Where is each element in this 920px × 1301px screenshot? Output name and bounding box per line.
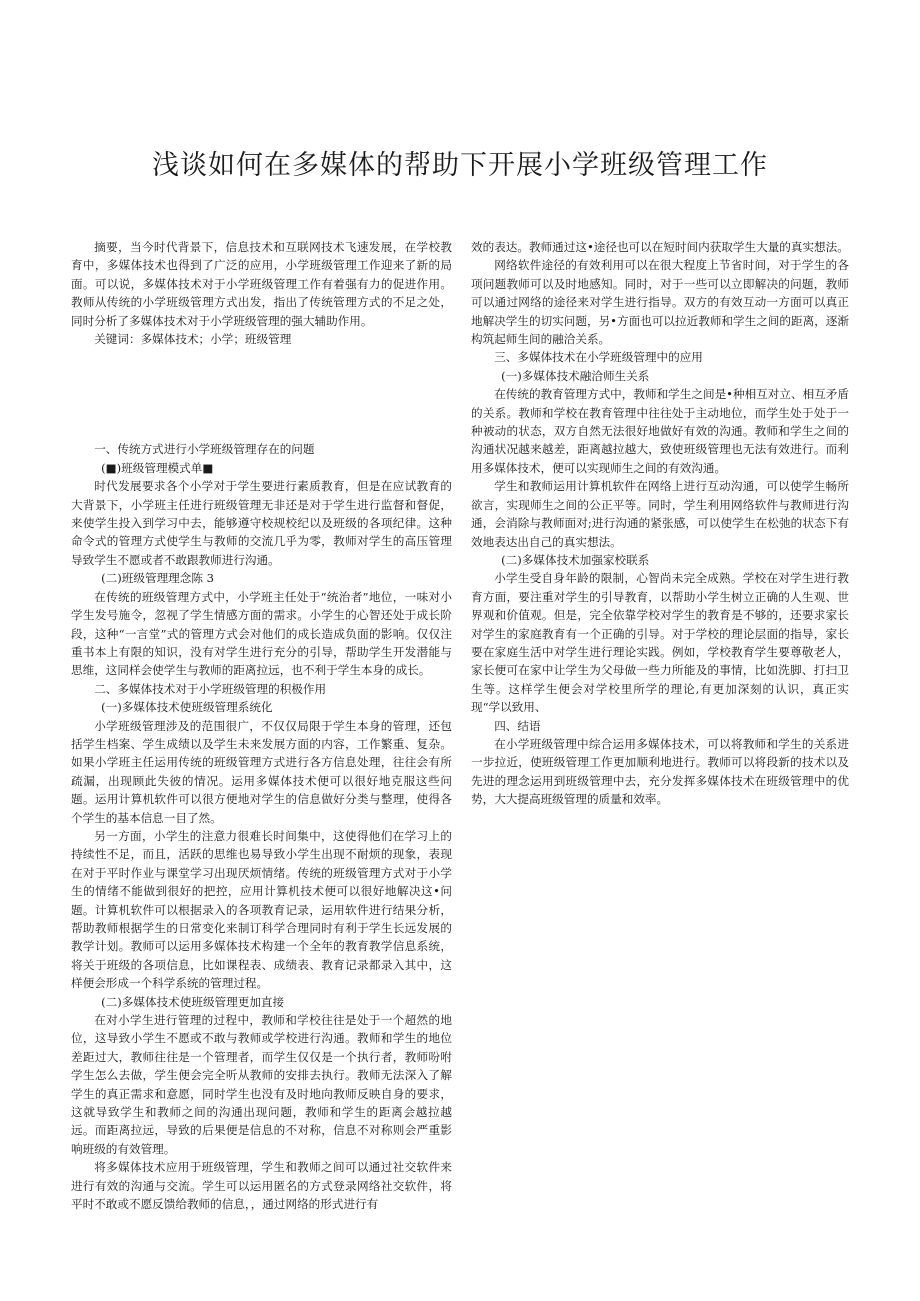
paragraph: 关键词：多媒体技术；小学；班级管理 [94, 332, 292, 347]
section-spacer [71, 348, 452, 440]
subsection-heading: (二)多媒体技术加强家校联系 [501, 552, 650, 567]
subsection-heading: (一)多媒体技术融洽师生关系 [501, 368, 650, 383]
paragraph: 摘要，当今时代背景下，信息技术和互联网技术飞速发展，在学校教育中，多媒体技术也得到了广泛的应用，小学班级管理工作迎来了新的局面。可以说，多媒体技术对于小学班级管理工作有着强有力的促进作用。教师从传统的小学班级管理方式出发，指出了传统管理方式的不足之处，同时分析了多媒体技术对于小学班级管理的强大辅助作用。 [71, 240, 452, 328]
paragraph: 时代发展要求各个小学对于学生要进行素质教育，但是在应试教育的大背景下，小学班主任进行班级管理无非还是对于学生进行监督和督促，来使学生投入到学习中去，能够遵守校规校纪以及班级的各项纪律。这种命令式的管理方式使学生与教师的交流几乎为零，教师对学生的高压管理导致学生不愿或者不敢跟教师进行沟通。 [71, 479, 452, 567]
section-heading: 二、多媒体技术对于小学班级管理的积极作用 [94, 681, 327, 696]
paragraph: 网络软件途径的有效利用可以在很大程度上节省时间，对于学生的各项问题教师可以及时地感知。同时，对于一些可以立即解决的问题，教师可以通过网络的途径来对学生进行指导。双方的有效互动一方面可以真正地解决学生的切实问题，另•方面也可以拉近教师和学生之间的距离，逐渐构筑起师生间的融洽关系。 [471, 258, 849, 347]
subsection-heading: (二)多媒体技术使班级管理更加直接 [101, 994, 285, 1009]
paragraph-continued: 效的表达。教师通过这•途径也可以在短时间内获取学生大量的真实想法。 [471, 240, 849, 254]
right-column [471, 238, 849, 809]
paragraph: 在小学班级管理中综合运用多媒体技术，可以将教师和学生的关系进一步拉近，使班级管理工作更加顺利地进行。教师可以将段新的技术以及先进的理念运用到班级管理中去，充分发挥多媒体技术在班级管理中的优势，大大提高班级管理的质量和效率。 [471, 736, 849, 807]
subsection-heading: (■)班级管理模式单■ [101, 460, 214, 475]
paragraph: 学生和教师运用计算机软件在网络上进行互动沟通，可以使学生畅所欲言，实现师生之间的公正平等。同时，学生利用网络软件与教师进行沟通，会消除与教师面对;进行沟通的紧张感，可以使学生在松弛的状态下有效地表达出自己的真实想法。 [471, 479, 849, 549]
paragraph: 将多媒体技术应用于班级管理，学生和教师之间可以通过社交软件来进行有效的沟通与交流。学生可以运用匿名的方式登录网络社交软件，将平时不敢或不愿反馈给教师的信息，，通过网络的形式进行有 [71, 1160, 452, 1212]
paragraph: 在传统的教育管理方式中，教师和学生之间是•种相互对立、相互矛盾的关系。教师和学校在教育管理中往往处于主动地位，而学生处于处于一种被动的状态，双方自然无法很好地做好有效的沟通。教师和学生之间的沟通状况越来越差，距离越拉越大，致使班级管理也无法有效进行。而利用多媒体技术，便可以实现师生之间的有效沟通。 [471, 387, 849, 475]
left-column [71, 238, 452, 1214]
section-heading: 三、多媒体技术在小学班级管理中的应用 [494, 350, 703, 365]
paragraph: 小学班级管理涉及的范围很广，不仅仅局限于学生本身的管理，还包括学生档案、学生成绩以及学生未来发展方面的内容，工作繁重、复杂。如果小学班主任运用传统的班级管理方式进行各方信息处理，往往会有所疏漏，出现顾此失彼的情况。运用多媒体技术便可以很好地克服这些问题。运用计算机软件可以很方便地对学生的信息做好分类与整理，使得各个学生的基本信息一目了然。 [71, 718, 452, 825]
subsection-heading: (二)班级管理理念陈 3 [101, 571, 215, 586]
page-title: 浅谈如何在多媒体的帮助下开展小学班级管理工作 [152, 150, 768, 181]
section-heading: 一、传统方式进行小学班级管理存在的问题 [94, 442, 315, 457]
section-heading: 四、结语 [494, 718, 541, 733]
paragraph: 小学生受自身年龄的限制，心智尚未完全成熟。学校在对学生进行教育方面，要注重对学生的引导教育，以帮助小学生树立正确的人生观、世界观和价值观。但是，完全依靠学校对学生的教育是不够的，还要求家长对学生的家庭教育有一个正确的引导。对于学校的理论层面的指导，家长要在家庭生活中对学生进行理论实践。例如，学校教育学生要尊敬老人，家长便可在家中让学生为父母做一些力所能及的事情，比如洗脚、打扫卫生等。这样学生便会对学校里所学的理论,有更加深刻的认识，真正实现“学以致用、 [471, 571, 849, 715]
paragraph: 另一方面，小学生的注意力很难长时间集中，这使得他们在学习上的持续性不足，而且，活跃的思维也易导致小学生出现不耐烦的现象，表现在对于平时作业与课堂学习出现厌烦情绪。传统的班级管理方式对于小学生的情绪不能做到很好的把控，应用计算机技术便可以很好地解决这•问题。计算机软件可以根据录入的各项教育记录，运用软件进行结果分析，帮助教师根据学生的日常变化来制订科学合理同时有利于学生长远发展的教学计划。教师可以运用多媒体技术构建一个全年的教育教学信息系统，将关于班级的各项信息，比如课程表、成绩表、教育记录都录入其中，这样便会形成一个科学系统的管理过程。 [71, 828, 452, 991]
paragraph: 在对小学生进行管理的过程中，教师和学校往往是处于一个超然的地位，这导致小学生不愿或不敢与教师或学校进行沟通。教师和学生的地位差距过大，教师往往是一个管理者，而学生仅仅是一个执行者，教师吩咐学生怎么去做，学生便会完全听从教师的安排去执行。教师无法深入了解学生的真正需求和意愿，同时学生也没有及时地向教师反映自身的要求，这就导致学生和教师之间的沟通出现问题，教师和学生的距离会越拉越远。而距离拉远，导致的后果便是信息的不对称，信息不对称则会严重影响班级的有效管理。 [71, 1013, 452, 1156]
paragraph: 在传统的班级管理方式中，小学班主任处于“统治者”地位，一味对小学生发号施令，忽视了学生情感方面的需求。小学生的心智还处于成长阶段，这种“一言堂”式的管理方式会对他们的成长造成负面的影响。仅仅注重书本上有限的知识，没有对学生进行充分的引导，帮助学生开发潜能与思维，这同样会使学生与教师的距离拉远，也不利于学生本身的成长。 [71, 589, 452, 678]
subsection-heading: (一)多媒体技术使班级管理系统化 [101, 700, 273, 715]
